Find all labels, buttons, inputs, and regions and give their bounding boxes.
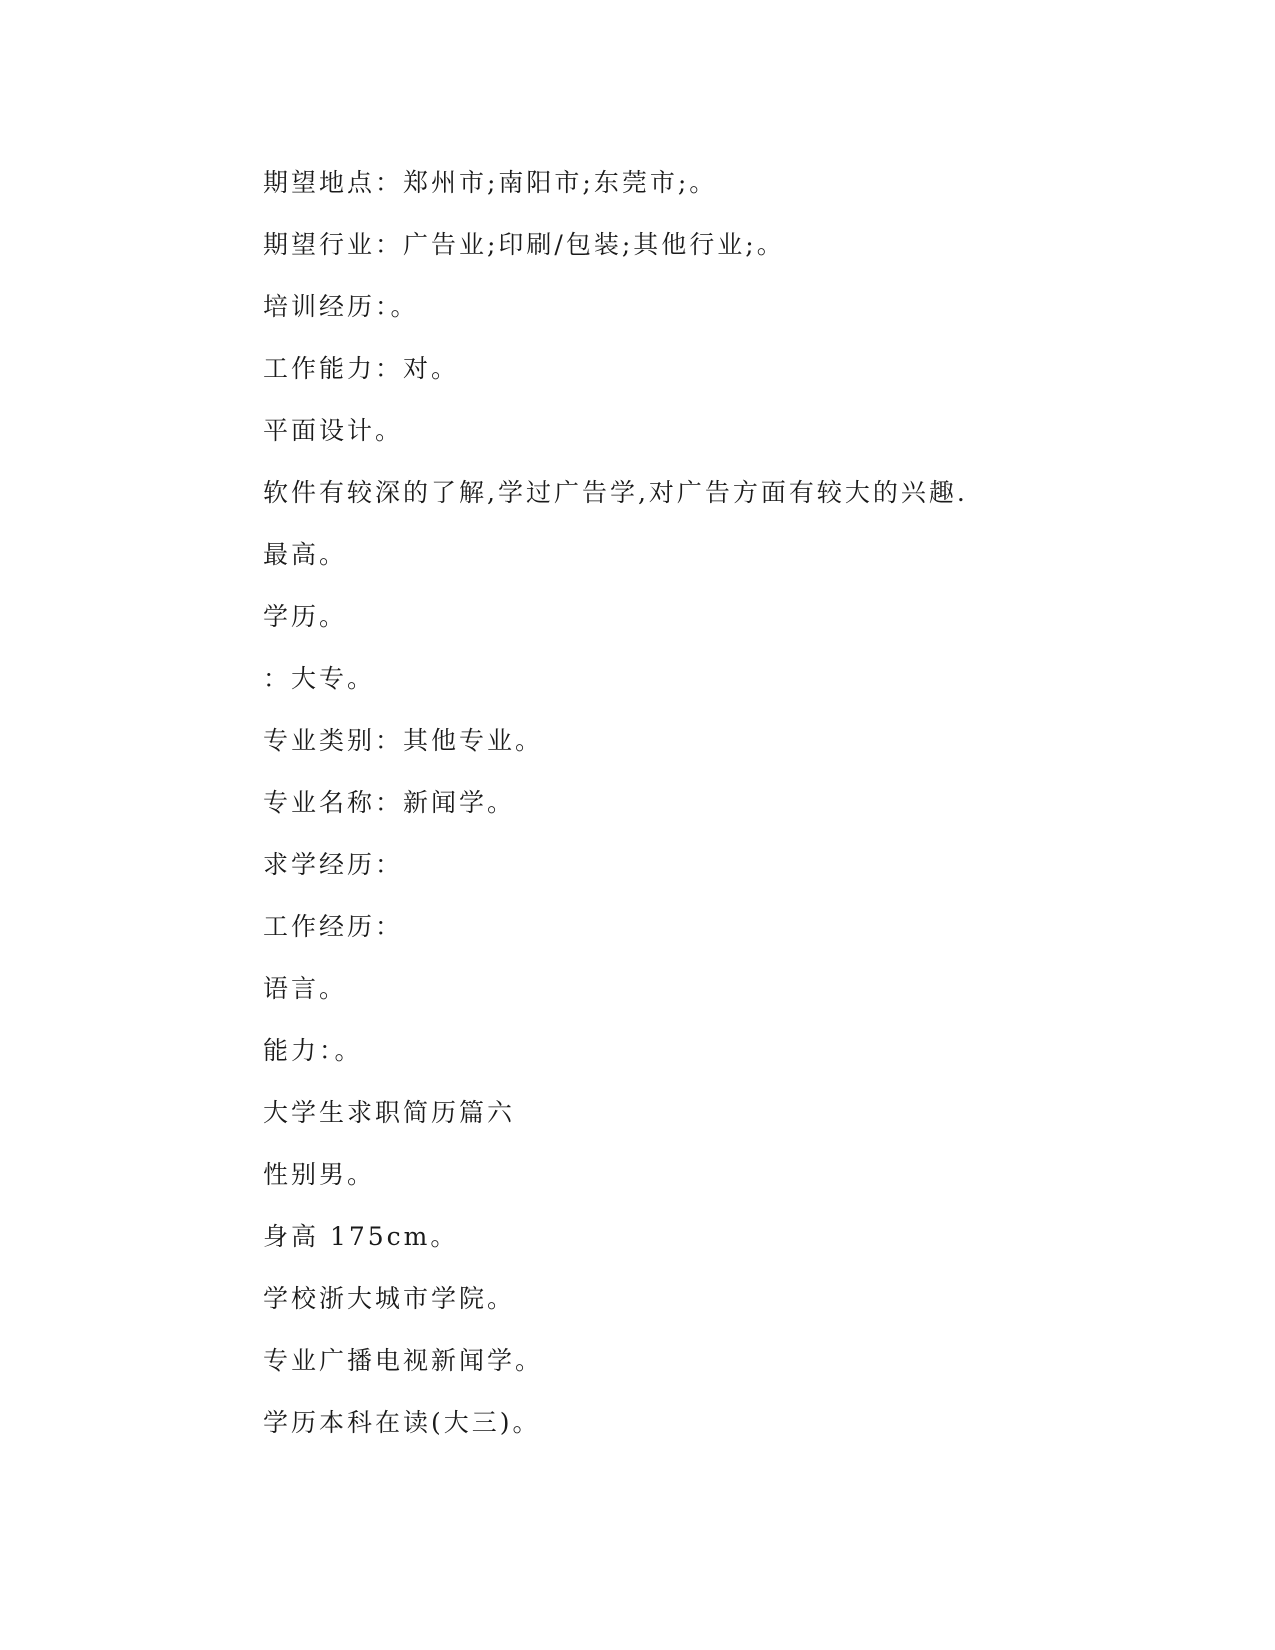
text-line-school: 学校浙大城市学院。 — [263, 1284, 516, 1313]
text-line-major: 专业广播电视新闻学。 — [263, 1346, 544, 1375]
text-line-degree: ：大专。 — [263, 664, 376, 693]
text-line-education: 学历。 — [263, 602, 348, 631]
text-line-training: 培训经历：。 — [263, 292, 419, 321]
document-body — [263, 165, 1023, 1467]
text-line-software-skills: 软件有较深的了解,学过广告学,对广告方面有较大的兴趣. — [263, 478, 968, 507]
text-line-work-history: 工作经历： — [263, 912, 404, 941]
text-line-ability: 能力：。 — [263, 1036, 363, 1065]
text-line-major-name: 专业名称：新闻学。 — [263, 788, 516, 817]
text-line-language: 语言。 — [263, 974, 348, 1003]
text-line-major-category: 专业类别：其他专业。 — [263, 726, 544, 755]
text-line-expected-industry: 期望行业：广告业;印刷/包装;其他行业;。 — [263, 230, 785, 259]
text-line-work-ability: 工作能力：对。 — [263, 354, 460, 383]
text-line-highest: 最高。 — [263, 540, 348, 569]
text-line-gender: 性别男。 — [263, 1160, 376, 1189]
text-line-study-history: 求学经历： — [263, 850, 404, 879]
text-line-degree-status: 学历本科在读(大三)。 — [263, 1408, 541, 1437]
text-line-height: 身高 175cm。 — [263, 1222, 459, 1251]
section-heading: 大学生求职简历篇六 — [263, 1098, 516, 1127]
text-line-graphic-design: 平面设计。 — [263, 416, 404, 445]
text-line-expected-location: 期望地点：郑州市;南阳市;东莞市;。 — [263, 168, 718, 197]
